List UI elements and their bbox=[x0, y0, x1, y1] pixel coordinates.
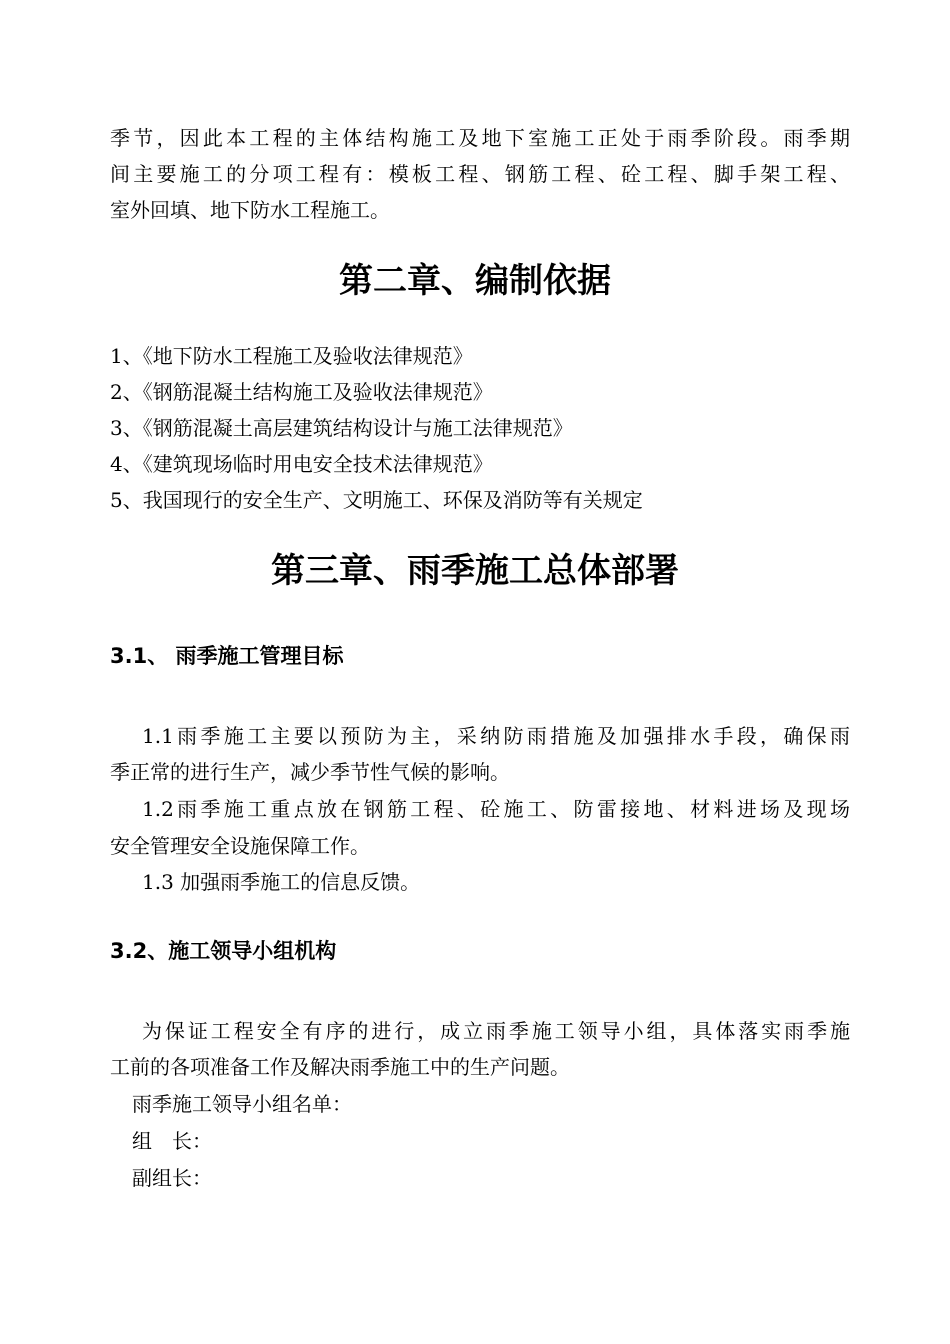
basis-item-1: 1、《地下防水工程施工及验收法律规范》 bbox=[110, 344, 473, 368]
basis-item-4: 4、《建筑现场临时用电安全技术法律规范》 bbox=[110, 452, 493, 476]
chapter-2-title: 第二章、编制依据 bbox=[339, 261, 611, 301]
section-3-2-line-1: 为保证工程安全有序的进行，成立雨季施工领导小组，具体落实雨季施 bbox=[142, 1019, 850, 1043]
group-leader-label: 组 长： bbox=[132, 1129, 212, 1153]
section-3-2-title: 3.2、施工领导小组机构 bbox=[110, 939, 337, 963]
intro-line-2: 间主要施工的分项工程有：模板工程、钢筋工程、砼工程、脚手架工程、 bbox=[110, 162, 850, 186]
section-3-1-line-1: 1.1雨季施工主要以预防为主，采纳防雨措施及加强排水手段，确保雨 bbox=[142, 724, 850, 748]
deputy-leader-label: 副组长： bbox=[132, 1166, 212, 1190]
intro-line-1: 季节，因此本工程的主体结构施工及地下室施工正处于雨季阶段。雨季期 bbox=[110, 126, 850, 150]
leader-group-list-label: 雨季施工领导小组名单： bbox=[132, 1092, 352, 1116]
section-3-1-line-5: 1.3 加强雨季施工的信息反馈。 bbox=[142, 870, 421, 894]
chapter-3-title: 第三章、雨季施工总体部署 bbox=[271, 551, 679, 591]
section-3-1-title: 3.1、 雨季施工管理目标 bbox=[110, 644, 344, 668]
section-3-1-line-3: 1.2雨季施工重点放在钢筋工程、砼施工、防雷接地、材料进场及现场 bbox=[142, 797, 850, 821]
basis-item-5: 5、我国现行的安全生产、文明施工、环保及消防等有关规定 bbox=[110, 488, 643, 512]
intro-line-3: 室外回填、地下防水工程施工。 bbox=[110, 198, 390, 222]
basis-item-3: 3、《钢筋混凝土高层建筑结构设计与施工法律规范》 bbox=[110, 416, 573, 440]
section-3-1-line-2: 季正常的进行生产，减少季节性气候的影响。 bbox=[110, 760, 510, 784]
basis-item-2: 2、《钢筋混凝土结构施工及验收法律规范》 bbox=[110, 380, 493, 404]
section-3-1-line-4: 安全管理安全设施保障工作。 bbox=[110, 834, 370, 858]
section-3-2-line-2: 工前的各项准备工作及解决雨季施工中的生产问题。 bbox=[110, 1055, 570, 1079]
